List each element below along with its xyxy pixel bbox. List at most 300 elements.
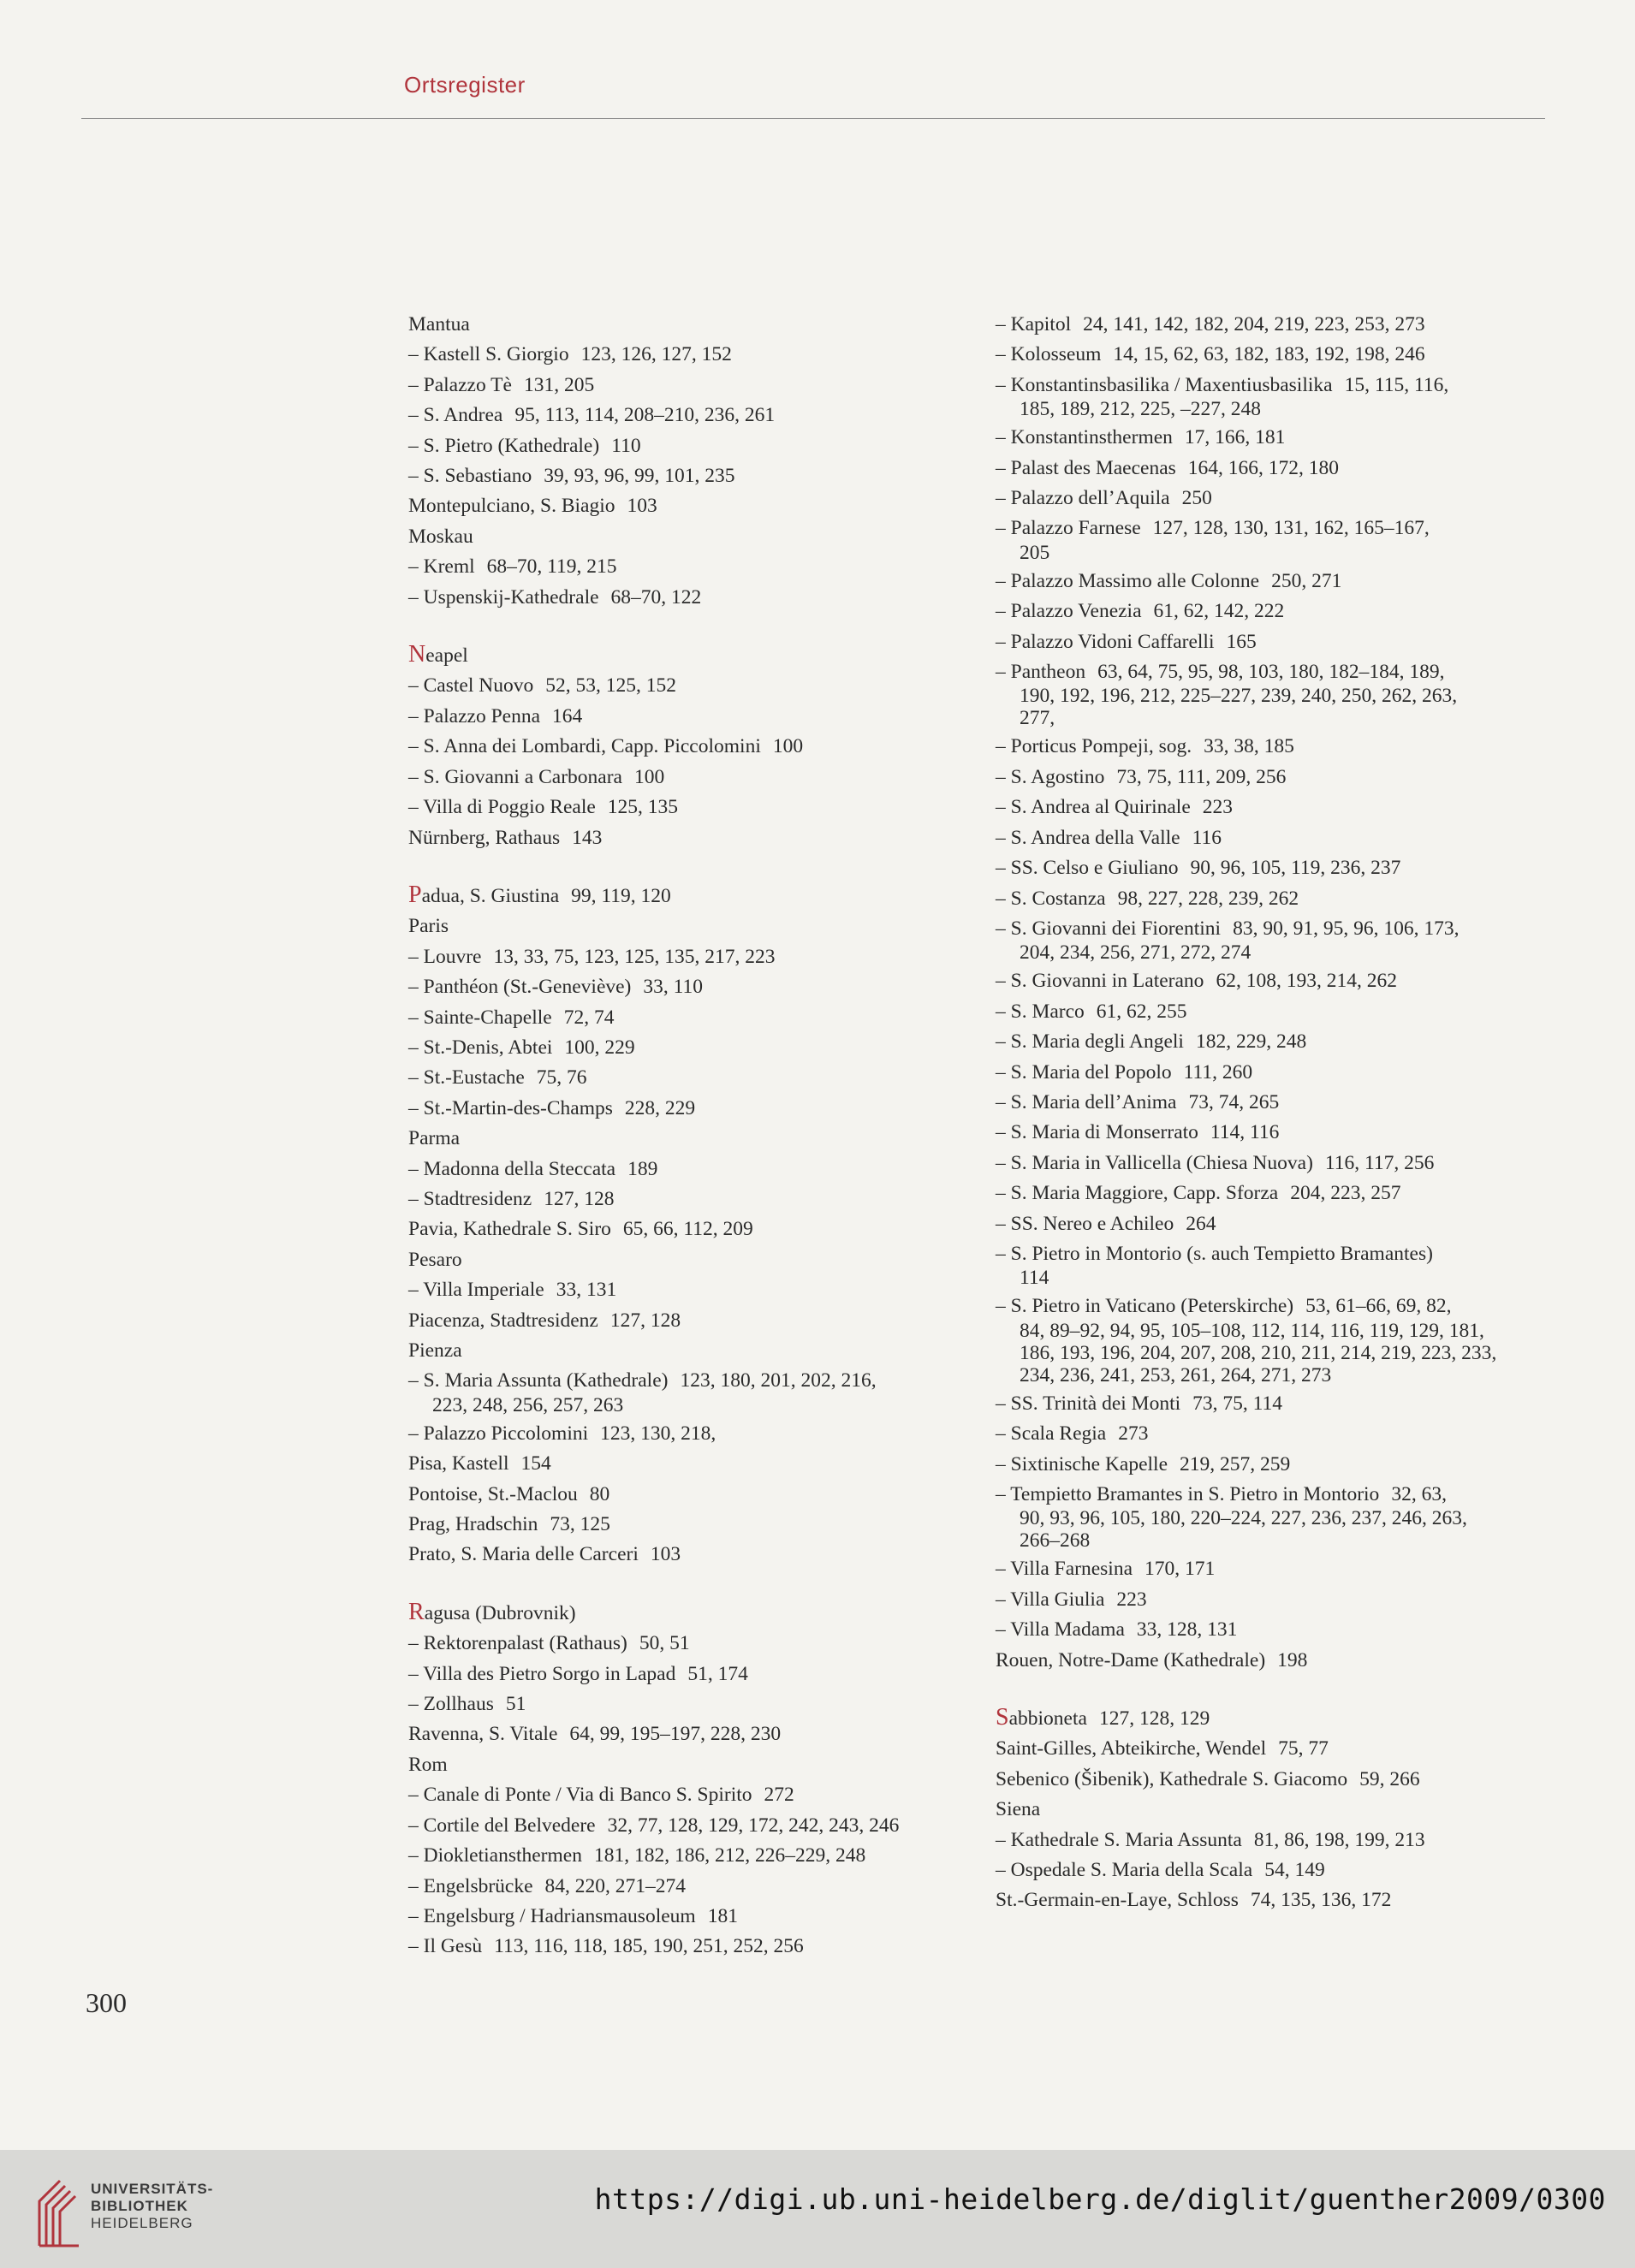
entry-term: – Kapitol	[996, 313, 1072, 335]
entry-term: – Villa di Poggio Reale	[408, 796, 596, 819]
index-subentry	[408, 431, 956, 461]
index-subentry	[996, 1826, 1552, 1855]
index-subentry	[408, 583, 956, 613]
entry-page-refs: 51, 174	[687, 1662, 748, 1685]
index-subentry	[996, 567, 1552, 597]
entry-term: – S. Costanza	[996, 887, 1106, 910]
entry-page-refs: 95, 113, 114, 208–210, 236, 261	[514, 404, 776, 427]
index-entry-continuation	[996, 541, 1552, 566]
entry-term: – S. Giovanni a Carbonara	[408, 765, 622, 788]
entry-term: Pisa, Kastell	[408, 1452, 509, 1475]
entry-page-refs: 61, 62, 255	[1096, 1000, 1187, 1023]
index-entry	[996, 1885, 1552, 1915]
entry-page-refs: 100, 229	[564, 1036, 635, 1059]
entry-term: 114	[1020, 1267, 1049, 1290]
entry-term: – Villa Farnesina	[996, 1558, 1133, 1581]
entry-term: – Castel Nuovo	[408, 674, 534, 698]
index-entry	[408, 1480, 956, 1510]
entry-page-refs: 264	[1186, 1212, 1216, 1235]
entry-term: – Il Gesù	[408, 1935, 483, 1958]
entry-term: – Sixtinische Kapelle	[996, 1452, 1168, 1475]
index-entry	[408, 310, 956, 340]
entry-term: Prato, S. Maria delle Carceri	[408, 1543, 639, 1566]
entry-term: – S. Giovanni in Laterano	[996, 970, 1204, 993]
index-subentry	[996, 1291, 1552, 1321]
entry-term: – Canale di Ponte / Via di Banco S. Spirito	[408, 1784, 752, 1807]
entry-term: 90, 93, 96, 105, 180, 220–224, 227, 236, 237, 246, 263,	[1020, 1507, 1467, 1530]
index-entry	[408, 823, 956, 853]
page-number: 300	[86, 1987, 127, 2018]
index-subentry	[996, 310, 1552, 340]
index-entry	[408, 1540, 956, 1570]
entry-page-refs: 116	[1192, 826, 1222, 849]
entry-term: 185, 189, 212, 225, –227, 248	[1020, 398, 1261, 421]
entry-term: – Cortile del Belvedere	[408, 1814, 596, 1837]
entry-page-refs: 14, 15, 62, 63, 182, 183, 192, 198, 246	[1113, 343, 1425, 366]
entry-page-refs: 32, 77, 128, 129, 172, 242, 243, 246	[607, 1814, 900, 1837]
index-subentry	[408, 401, 956, 430]
entry-term: – Engelsbrücke	[408, 1874, 533, 1897]
entry-term: – S. Giovanni dei Fiorentini	[996, 917, 1222, 940]
index-entry	[408, 1336, 956, 1366]
entry-term: 277,	[1020, 707, 1055, 730]
entry-page-refs: 68–70, 122	[610, 585, 702, 609]
entry-page-refs: 65, 66, 112, 209	[622, 1218, 753, 1241]
index-subentry	[408, 1366, 956, 1396]
entry-page-refs: 110	[611, 434, 641, 457]
index-subentry	[996, 454, 1552, 484]
entry-page-refs: 90, 96, 105, 119, 236, 237	[1190, 857, 1401, 880]
entry-term: – Palast des Maecenas	[996, 456, 1176, 479]
entry-term: – Rektorenpalast (Rathaus)	[408, 1632, 627, 1655]
index-subentry	[408, 1902, 956, 1932]
entry-page-refs: 32, 63,	[1391, 1483, 1447, 1505]
entry-page-refs: 73, 74, 265	[1188, 1090, 1280, 1113]
entry-page-refs: 204, 223, 257	[1290, 1182, 1401, 1205]
index-subentry	[408, 1033, 956, 1063]
index-subentry	[996, 484, 1552, 514]
entry-term: – Palazzo Vidoni Caffarelli	[996, 630, 1215, 653]
entry-page-refs: 223	[1202, 796, 1234, 819]
index-column-right	[996, 310, 1552, 1916]
entry-term: – Villa Madama	[996, 1618, 1125, 1642]
entry-term: abbioneta	[1008, 1707, 1087, 1731]
index-subentry	[996, 823, 1552, 853]
index-subentry	[996, 1149, 1552, 1179]
entry-page-refs: 84, 220, 271–274	[544, 1874, 687, 1897]
entry-term: – Villa Imperiale	[408, 1279, 544, 1302]
entry-term: – Palazzo dell’Aquila	[996, 487, 1170, 510]
entry-page-refs: 75, 77	[1278, 1737, 1329, 1760]
index-subentry	[996, 763, 1552, 793]
entry-term: – S. Pietro in Vaticano (Peterskirche)	[996, 1295, 1294, 1318]
index-subentry	[996, 597, 1552, 626]
index-subentry	[996, 966, 1552, 996]
index-entry-continuation	[996, 1363, 1552, 1388]
entry-term: – St.-Martin-des-Champs	[408, 1096, 613, 1119]
index-entry	[408, 880, 956, 911]
index-subentry	[408, 1659, 956, 1689]
entry-term: – S. Maria Maggiore, Capp. Sforza	[996, 1182, 1279, 1205]
entry-page-refs: 127, 128	[609, 1309, 681, 1332]
letter-section-gap	[408, 613, 956, 639]
entry-page-refs: 111, 260	[1183, 1060, 1253, 1084]
index-subentry	[996, 1855, 1552, 1885]
entry-page-refs: 17, 166, 181	[1184, 426, 1286, 449]
index-column-left	[408, 310, 956, 1962]
entry-term: – Palazzo Piccolomini	[408, 1422, 589, 1445]
index-subentry	[408, 1155, 956, 1184]
entry-term: – Stadtresidenz	[408, 1187, 532, 1210]
index-subentry	[408, 702, 956, 732]
index-subentry	[996, 1179, 1552, 1208]
entry-term: – Porticus Pompeji, sog.	[996, 735, 1192, 758]
entry-page-refs: 52, 53, 125, 152	[545, 674, 676, 698]
entry-page-refs: 50, 51	[639, 1632, 690, 1655]
index-subentry	[996, 627, 1552, 657]
entry-term: Pavia, Kathedrale S. Siro	[408, 1218, 611, 1241]
index-subentry	[996, 423, 1552, 453]
entry-page-refs: 33, 131	[556, 1279, 617, 1302]
entry-term: 204, 234, 256, 271, 272, 274	[1020, 941, 1252, 965]
index-subentry	[408, 732, 956, 762]
entry-term: – S. Sebastiano	[408, 465, 532, 488]
entry-term: – Kreml	[408, 555, 475, 579]
entry-page-refs: 189	[627, 1157, 658, 1180]
entry-term: – SS. Trinità dei Monti	[996, 1392, 1181, 1415]
entry-page-refs: 103	[627, 495, 657, 518]
entry-page-refs: 123, 130, 218,	[600, 1422, 716, 1445]
entry-page-refs: 75, 76	[536, 1066, 587, 1089]
entry-page-refs: 61, 62, 142, 222	[1153, 600, 1285, 623]
entry-page-refs: 53, 61–66, 69, 82,	[1305, 1295, 1452, 1318]
entry-page-refs: 98, 227, 228, 239, 262	[1117, 887, 1299, 910]
index-subentry	[996, 1554, 1552, 1584]
entry-term: 205	[1020, 541, 1050, 564]
letter-section-gap	[408, 853, 956, 880]
index-entry-continuation	[996, 1319, 1552, 1344]
entry-page-refs: 99, 119, 120	[571, 884, 671, 907]
entry-page-refs: 164, 166, 172, 180	[1187, 456, 1340, 479]
entry-page-refs: 181, 182, 186, 212, 226–229, 248	[593, 1844, 866, 1867]
index-entry	[996, 1734, 1552, 1764]
entry-page-refs: 33, 128, 131	[1136, 1618, 1238, 1642]
entry-page-refs: 114, 116	[1210, 1121, 1280, 1144]
entry-page-refs: 51	[505, 1693, 526, 1716]
entry-page-refs: 182, 229, 248	[1195, 1030, 1307, 1054]
entry-term: Pontoise, St.-Maclou	[408, 1482, 578, 1505]
entry-term: – Kolosseum	[996, 343, 1102, 366]
library-logo-icon[interactable]	[34, 2167, 84, 2249]
source-url[interactable]: https://digi.ub.uni-heidelberg.de/diglit/guenther2009/0300	[594, 2182, 1606, 2216]
index-entry	[408, 1750, 956, 1780]
header-rule	[81, 118, 1545, 119]
entry-page-refs: 127, 128	[544, 1187, 615, 1210]
entry-term: – S. Maria dell’Anima	[996, 1090, 1177, 1113]
index-entry-continuation	[996, 1506, 1552, 1531]
entry-page-refs: 250, 271	[1271, 569, 1342, 592]
index-entry-continuation	[996, 941, 1552, 965]
entry-page-refs: 73, 75, 111, 209, 256	[1116, 765, 1287, 788]
index-entry-continuation	[996, 1341, 1552, 1366]
index-subentry	[996, 1389, 1552, 1419]
entry-page-refs: 13, 33, 75, 123, 125, 135, 217, 223	[493, 945, 776, 968]
entry-page-refs: 154	[520, 1452, 551, 1475]
index-subentry	[408, 371, 956, 401]
entry-term: Paris	[408, 915, 449, 938]
entry-term: – S. Marco	[996, 1000, 1085, 1023]
entry-term: – S. Pietro (Kathedrale)	[408, 434, 600, 457]
section-initial-letter: R	[408, 1598, 425, 1625]
index-subentry	[996, 1419, 1552, 1449]
entry-page-refs: 143	[572, 826, 603, 849]
entry-term: – Engelsburg / Hadriansmausoleum	[408, 1904, 696, 1927]
index-subentry	[408, 1811, 956, 1841]
entry-page-refs: 80	[589, 1482, 610, 1505]
section-initial-letter: S	[996, 1704, 1009, 1731]
entry-term: eapel	[425, 644, 468, 668]
entry-term: Montepulciano, S. Biagio	[408, 495, 615, 518]
index-subentry	[996, 371, 1552, 401]
entry-page-refs: 164	[552, 704, 583, 727]
index-subentry	[408, 1275, 956, 1305]
index-subentry	[996, 1585, 1552, 1615]
index-subentry	[408, 1932, 956, 1962]
index-entry	[408, 1449, 956, 1479]
entry-term: – Konstantinsbasilika / Maxentiusbasilika	[996, 373, 1333, 396]
index-entry	[408, 1719, 956, 1749]
entry-term: – Uspenskij-Kathedrale	[408, 585, 599, 609]
entry-term: Sebenico (Šibenik), Kathedrale S. Giacomo	[996, 1767, 1348, 1790]
index-entry	[408, 1510, 956, 1540]
entry-term: – Kathedrale S. Maria Assunta	[996, 1828, 1242, 1851]
index-entry-continuation	[408, 1393, 956, 1418]
entry-term: Pienza	[408, 1339, 462, 1362]
section-initial-letter: P	[408, 881, 422, 908]
letter-section-gap	[408, 1570, 956, 1597]
entry-page-refs: 63, 64, 75, 95, 98, 103, 180, 182–184, 189,	[1097, 661, 1445, 684]
index-entry	[996, 1795, 1552, 1825]
entry-page-refs: 100	[633, 765, 665, 788]
entry-term: – Panthéon (St.-Geneviève)	[408, 976, 632, 999]
entry-page-refs: 15, 115, 116,	[1344, 373, 1449, 396]
index-subentry	[408, 1184, 956, 1214]
entry-term: – Sainte-Chapelle	[408, 1006, 552, 1029]
entry-term: Siena	[996, 1798, 1041, 1821]
index-subentry	[408, 1063, 956, 1093]
entry-term: – S. Maria di Monserrato	[996, 1121, 1198, 1144]
entry-term: – S. Pietro in Montorio (s. auch Tempietto Bramantes)	[996, 1242, 1433, 1265]
index-subentry	[996, 853, 1552, 883]
index-subentry	[996, 1450, 1552, 1480]
entry-page-refs: 54, 149	[1264, 1859, 1325, 1882]
index-subentry	[996, 1209, 1552, 1239]
entry-page-refs: 181	[707, 1904, 738, 1927]
entry-term: – Kastell S. Giorgio	[408, 343, 569, 366]
entry-page-refs: 39, 93, 96, 99, 101, 235	[544, 465, 735, 488]
entry-page-refs: 59, 266	[1359, 1767, 1420, 1790]
entry-term: – S. Maria in Vallicella (Chiesa Nuova)	[996, 1151, 1313, 1174]
entry-page-refs: 123, 180, 201, 202, 216,	[680, 1369, 877, 1392]
index-subentry	[408, 461, 956, 491]
index-subentry	[996, 1027, 1552, 1057]
running-head: Ortsregister	[404, 72, 526, 98]
entry-term: – Konstantinsthermen	[996, 426, 1173, 449]
logo-line: UNIVERSITÄTS-	[91, 2181, 214, 2197]
entry-page-refs: 273	[1118, 1422, 1149, 1446]
entry-term: Piacenza, Stadtresidenz	[408, 1309, 598, 1332]
logo-line: HEIDELBERG	[91, 2215, 193, 2231]
index-subentry	[408, 793, 956, 822]
entry-term: adua, S. Giustina	[421, 884, 560, 907]
index-entry	[408, 911, 956, 941]
index-subentry	[996, 1480, 1552, 1510]
index-subentry	[408, 552, 956, 582]
entry-term: – S. Agostino	[996, 765, 1105, 788]
entry-term: – Louvre	[408, 945, 482, 968]
entry-term: – Palazzo Farnese	[996, 517, 1141, 540]
index-entry	[408, 639, 956, 671]
index-entry	[996, 1702, 1552, 1734]
index-subentry	[408, 1003, 956, 1033]
entry-term: – S. Maria degli Angeli	[996, 1030, 1184, 1054]
index-entry	[408, 1214, 956, 1244]
entry-term: – S. Andrea della Valle	[996, 826, 1180, 849]
entry-term: – Ospedale S. Maria della Scala	[996, 1859, 1253, 1882]
entry-term: – S. Anna dei Lombardi, Capp. Piccolomini	[408, 735, 761, 758]
index-subentry	[996, 514, 1552, 543]
index-entry-continuation	[996, 684, 1552, 709]
entry-term: – S. Maria del Popolo	[996, 1060, 1172, 1084]
entry-term: agusa (Dubrovnik)	[424, 1601, 576, 1624]
entry-term: Moskau	[408, 525, 473, 548]
index-entry	[408, 1124, 956, 1154]
index-subentry	[996, 340, 1552, 370]
entry-page-refs: 250	[1181, 487, 1212, 510]
index-subentry	[996, 1088, 1552, 1118]
entry-page-refs: 81, 86, 198, 199, 213	[1253, 1828, 1425, 1851]
entry-term: Rom	[408, 1753, 448, 1776]
entry-term: – SS. Celso e Giuliano	[996, 857, 1179, 880]
entry-term: – Palazzo Penna	[408, 704, 541, 727]
index-subentry	[408, 1689, 956, 1719]
index-entry-continuation	[996, 397, 1552, 422]
index-subentry	[996, 732, 1552, 762]
entry-term: – Palazzo Massimo alle Colonne	[996, 569, 1260, 592]
index-subentry	[996, 1118, 1552, 1148]
entry-term: Nürnberg, Rathaus	[408, 826, 561, 849]
entry-page-refs: 127, 128, 130, 131, 162, 165–167,	[1152, 517, 1430, 540]
entry-page-refs: 62, 108, 193, 214, 262	[1216, 970, 1397, 993]
entry-term: Pesaro	[408, 1248, 462, 1271]
index-entry	[408, 491, 956, 521]
entry-term: – SS. Nereo e Achileo	[996, 1212, 1174, 1235]
entry-term: – Villa Giulia	[996, 1588, 1105, 1611]
index-entry-continuation	[996, 706, 1552, 731]
entry-page-refs: 64, 99, 195–197, 228, 230	[569, 1723, 782, 1746]
entry-term: – Diokletiansthermen	[408, 1844, 582, 1867]
entry-page-refs: 113, 116, 118, 185, 190, 251, 252, 256	[494, 1935, 804, 1958]
entry-page-refs: 74, 135, 136, 172	[1250, 1889, 1392, 1912]
entry-page-refs: 219, 257, 259	[1180, 1452, 1291, 1475]
entry-page-refs: 73, 125	[550, 1513, 610, 1536]
index-subentry	[996, 1239, 1552, 1269]
entry-page-refs: 116, 117, 256	[1324, 1151, 1435, 1174]
entry-page-refs: 223	[1116, 1588, 1147, 1611]
index-entry	[408, 1245, 956, 1275]
index-entry	[996, 1646, 1552, 1676]
index-entry-continuation	[996, 1266, 1552, 1291]
entry-page-refs: 228, 229	[624, 1096, 696, 1119]
index-entry	[408, 1306, 956, 1336]
entry-term: – Villa des Pietro Sorgo in Lapad	[408, 1662, 676, 1685]
index-subentry	[996, 657, 1552, 687]
entry-page-refs: 131, 205	[523, 373, 595, 396]
entry-term: – Pantheon	[996, 661, 1086, 684]
entry-page-refs: 272	[764, 1784, 794, 1807]
entry-page-refs: 83, 90, 91, 95, 96, 106, 173,	[1233, 917, 1460, 940]
entry-page-refs: 68–70, 119, 215	[486, 555, 617, 579]
entry-term: – Tempietto Bramantes in S. Pietro in Montorio	[996, 1483, 1380, 1505]
index-subentry	[408, 1841, 956, 1871]
entry-page-refs: 24, 141, 142, 182, 204, 219, 223, 253, 273	[1083, 313, 1425, 335]
entry-term: – S. Andrea al Quirinale	[996, 796, 1191, 819]
entry-term: – Palazzo Tè	[408, 373, 512, 396]
index-subentry	[408, 763, 956, 793]
index-subentry	[408, 972, 956, 1002]
library-logo-text	[91, 2181, 213, 2232]
entry-term: – Palazzo Venezia	[996, 600, 1142, 623]
index-subentry	[408, 1780, 956, 1810]
entry-term: – St.-Eustache	[408, 1066, 525, 1089]
index-subentry	[408, 340, 956, 370]
entry-term: Saint-Gilles, Abteikirche, Wendel	[996, 1737, 1267, 1760]
entry-page-refs: 123, 126, 127, 152	[580, 343, 732, 366]
entry-term: Parma	[408, 1127, 461, 1150]
index-subentry	[996, 884, 1552, 914]
index-subentry	[996, 1058, 1552, 1088]
entry-page-refs: 100	[772, 735, 804, 758]
entry-term: – S. Maria Assunta (Kathedrale)	[408, 1369, 669, 1392]
index-subentry	[408, 1872, 956, 1902]
entry-term: 190, 192, 196, 212, 225–227, 239, 240, 250, 262, 263,	[1020, 685, 1458, 708]
entry-term: – Scala Regia	[996, 1422, 1107, 1446]
entry-term: Rouen, Notre-Dame (Kathedrale)	[996, 1648, 1266, 1671]
index-subentry	[408, 1629, 956, 1659]
entry-page-refs: 125, 135	[607, 796, 679, 819]
entry-term: 84, 89–92, 94, 95, 105–108, 112, 114, 116, 119, 129, 181,	[1020, 1319, 1484, 1342]
index-subentry	[996, 793, 1552, 822]
index-subentry	[408, 1419, 956, 1449]
entry-term: Ravenna, S. Vitale	[408, 1723, 558, 1746]
entry-term: 186, 193, 196, 204, 207, 208, 210, 211, 214, 219, 223, 233,	[1020, 1341, 1497, 1364]
entry-term: Mantua	[408, 313, 470, 335]
index-entry	[408, 1597, 956, 1629]
index-subentry	[996, 997, 1552, 1027]
section-initial-letter: N	[408, 641, 426, 668]
index-entry	[996, 1765, 1552, 1795]
index-subentry	[996, 1615, 1552, 1645]
index-entry-continuation	[996, 1529, 1552, 1553]
letter-section-gap	[996, 1676, 1552, 1702]
entry-page-refs: 198	[1277, 1648, 1308, 1671]
entry-term: Prag, Hradschin	[408, 1513, 538, 1536]
index-subentry	[408, 1094, 956, 1124]
entry-page-refs: 33, 110	[643, 976, 704, 999]
entry-term: 223, 248, 256, 257, 263	[432, 1393, 624, 1416]
entry-page-refs: 170, 171	[1144, 1558, 1216, 1581]
entry-term: St.-Germain-en-Laye, Schloss	[996, 1889, 1239, 1912]
